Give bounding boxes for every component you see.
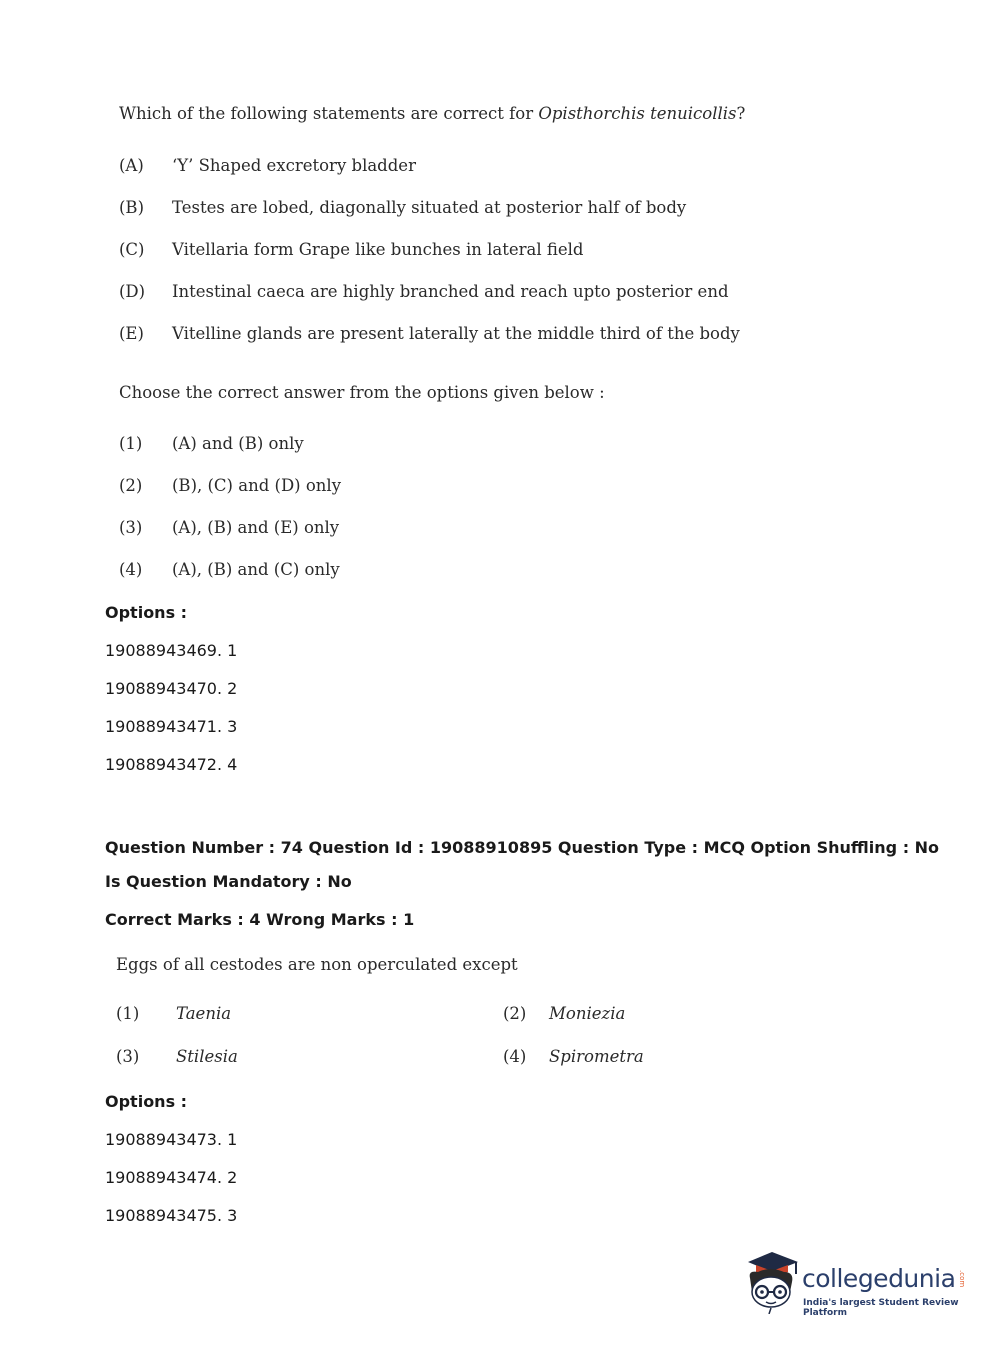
q73-statement-d: (D) Intestinal caeca are highly branched and reach upto posterior end — [119, 282, 729, 301]
q73-option-2: 19088943470. 2 — [105, 679, 238, 698]
q73-option-4: 19088943472. 4 — [105, 755, 238, 774]
logo-tagline: India's largest Student Review Platform — [803, 1298, 959, 1318]
q73-statement-c: (C) Vitellaria form Grape like bunches in lateral field — [119, 240, 584, 259]
logo-com-suffix: .com — [958, 1270, 966, 1288]
q74-option-1: 19088943473. 1 — [105, 1130, 238, 1149]
q74-options-heading: Options : — [105, 1092, 188, 1111]
q74-option-2: 19088943474. 2 — [105, 1168, 238, 1187]
q74-option-3: 19088943475. 3 — [105, 1206, 238, 1225]
q73-option-1: 19088943469. 1 — [105, 641, 238, 660]
collegedunia-logo[interactable] — [740, 1248, 970, 1318]
q73-stem: Which of the following statements are correct for Opisthorchis tenuicollis? — [119, 104, 746, 123]
q74-answer-3: (3) Stilesia — [116, 1047, 238, 1066]
q74-stem: Eggs of all cestodes are non operculated except — [116, 955, 518, 974]
q73-answer-3: (3) (A), (B) and (E) only — [119, 518, 340, 537]
q74-answer-1: (1) Taenia — [116, 1004, 232, 1023]
q73-answer-2: (2) (B), (C) and (D) only — [119, 476, 342, 495]
q73-statement-b: (B) Testes are lobed, diagonally situated at posterior half of body — [119, 198, 687, 217]
q73-choose-instruction: Choose the correct answer from the options given below : — [119, 383, 605, 402]
q74-marks: Correct Marks : 4 Wrong Marks : 1 — [105, 910, 415, 929]
logo-wordmark: collegedunia — [802, 1264, 956, 1293]
q74-answer-4: (4) Spirometra — [503, 1047, 644, 1066]
q74-answer-2: (2) Moniezia — [503, 1004, 626, 1023]
q74-meta-line2: Is Question Mandatory : No — [105, 872, 352, 891]
q73-statement-a: (A) ‘Y’ Shaped excretory bladder — [119, 156, 416, 175]
q73-answer-4: (4) (A), (B) and (C) only — [119, 560, 340, 579]
q74-meta-line1: Question Number : 74 Question Id : 19088910895 Question Type : MCQ Option Shuffling : No — [105, 838, 940, 857]
q73-options-heading: Options : — [105, 603, 188, 622]
mascot-icon — [740, 1248, 802, 1314]
q73-answer-1: (1) (A) and (B) only — [119, 434, 304, 453]
q73-option-3: 19088943471. 3 — [105, 717, 238, 736]
q73-statement-e: (E) Vitelline glands are present laterally at the middle third of the body — [119, 324, 740, 343]
